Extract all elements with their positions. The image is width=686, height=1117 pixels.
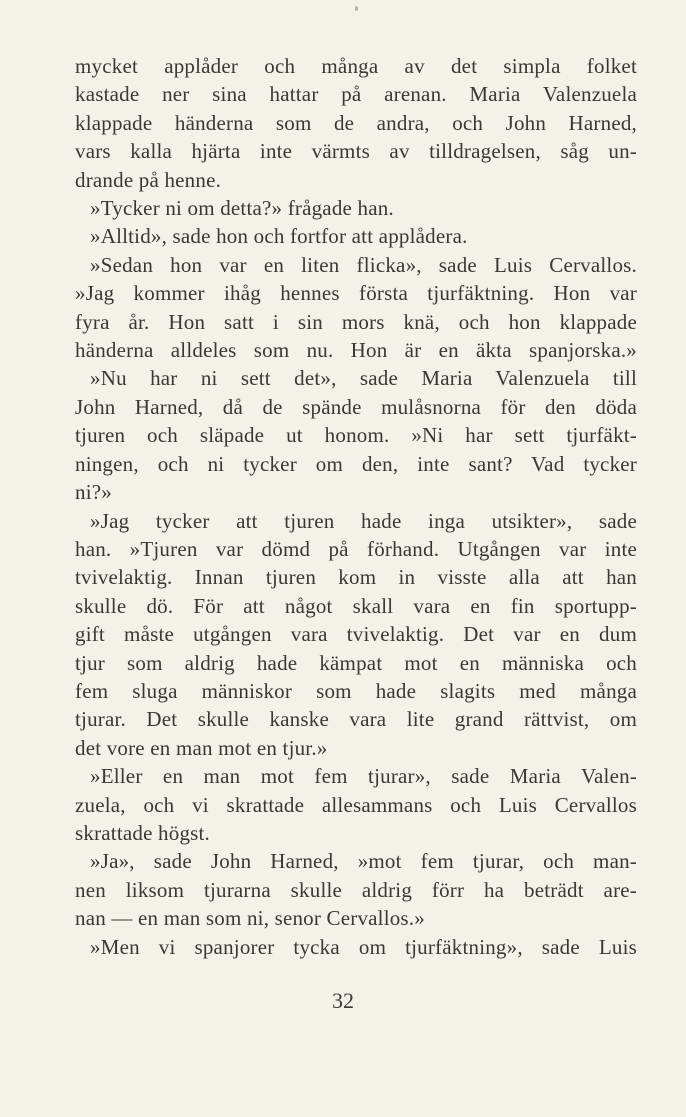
text-line: drande på henne. xyxy=(75,167,222,192)
text-line: fem sluga människor som hade slagits med många xyxy=(75,678,637,703)
text-line: John Harned, då de spände mulåsnorna för den döda xyxy=(75,394,637,419)
text-line: skulle dö. För att något skall vara en fin sportupp- xyxy=(75,593,637,618)
text-line: han. »Tjuren var dömd på förhand. Utgången var inte xyxy=(75,536,637,561)
text-line: »Jag kommer ihåg hennes första tjurfäktning. Hon var xyxy=(75,281,637,306)
text-line: mycket applåder och många av det simpla folket xyxy=(75,54,637,78)
text-line: tvivelaktig. Innan tjuren kom in visste alla att han xyxy=(75,565,637,590)
text-line: »Sedan hon var en liten flicka», sade Luis Cervallos. xyxy=(90,252,637,277)
text-line: vars kalla hjärta inte värmts av tilldragelsen, såg un- xyxy=(75,139,637,164)
text-line: tjurar. Det skulle kanske vara lite grand rättvist, om xyxy=(75,707,637,732)
text-line: ni?» xyxy=(75,480,112,505)
text-line: ningen, och ni tycker om den, inte sant? Vad tycker xyxy=(75,451,637,476)
page-speck xyxy=(355,6,358,11)
text-line: händerna alldeles som nu. Hon är en äkta spanjorska.» xyxy=(75,338,637,363)
text-line: nan — en man som ni, senor Cervallos.» xyxy=(75,906,425,931)
text-line: tjuren och släpade ut honom. »Ni har sett tjurfäkt- xyxy=(75,423,637,448)
text-line: »Ja», sade John Harned, »mot fem tjurar, och man- xyxy=(90,849,637,874)
text-line: skrattade högst. xyxy=(75,820,211,845)
text-line: klappade händerna som de andra, och John Harned, xyxy=(75,110,637,135)
text-line: fyra år. Hon satt i sin mors knä, och hon klappade xyxy=(75,309,637,334)
text-line: »Nu har ni sett det», sade Maria Valenzuela till xyxy=(90,366,637,391)
text-line: nen liksom tjurarna skulle aldrig förr ha beträdt are- xyxy=(75,877,637,902)
body-text xyxy=(75,52,637,961)
text-line: zuela, och vi skrattade allesammans och Luis Cervallos xyxy=(75,792,637,817)
text-line: »Alltid», sade hon och fortfor att applådera. xyxy=(90,224,468,249)
text-line: det vore en man mot en tjur.» xyxy=(75,735,328,760)
text-line: »Eller en man mot fem tjurar», sade Maria Valen- xyxy=(90,764,637,789)
text-line: kastade ner sina hattar på arenan. Maria Valenzuela xyxy=(75,82,637,107)
text-line: »Men vi spanjorer tycka om tjurfäktning», sade Luis xyxy=(90,934,637,959)
text-line: »Jag tycker att tjuren hade inga utsikter», sade xyxy=(90,508,637,533)
text-line: tjur som aldrig hade kämpat mot en människa och xyxy=(75,650,637,675)
page-number: 32 xyxy=(332,988,354,1013)
text-line: »Tycker ni om detta?» frågade han. xyxy=(90,196,394,221)
text-line: gift måste utgången vara tvivelaktig. Det var en dum xyxy=(75,622,637,647)
